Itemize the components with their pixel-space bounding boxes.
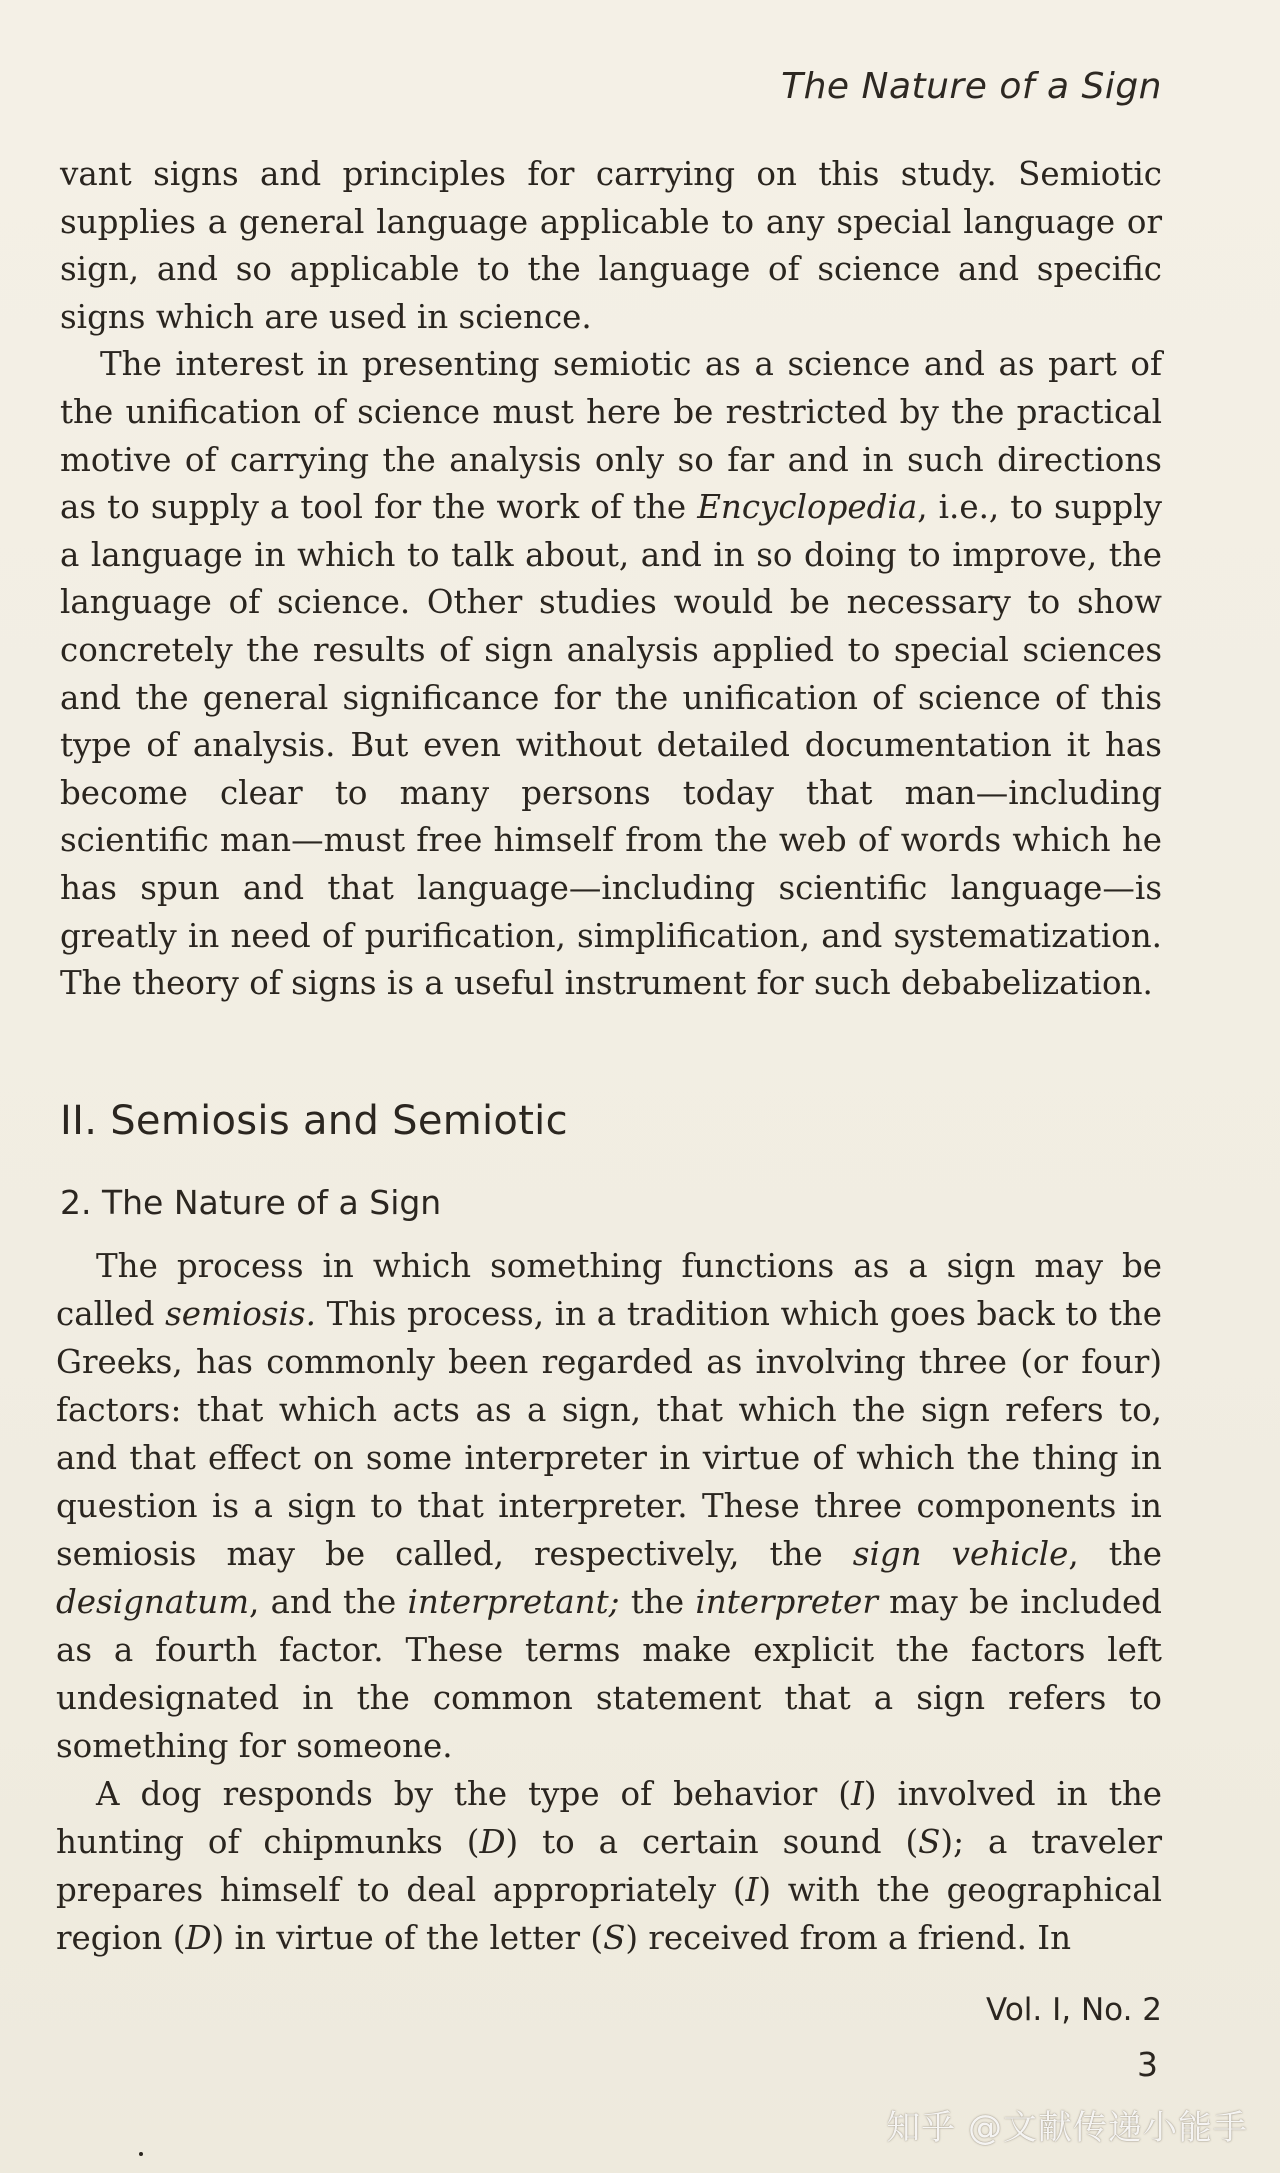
italic-term: Encyclopedia [697,488,918,527]
italic-symbol: S [918,1823,941,1861]
paragraph-2: The interest in presenting semiotic as a science and as part of the unification of science must here be restricted by the practical motive of carrying the analysis only so far and in such directions as to supply a tool for the work of the Encyclopedia, i.e., to supply a language in which to talk about, and in so doing to improve, the language of science. Other studies would be necessary to show concretely the results of sign analysis applied to special sciences and the general significance for the unification of science of this type of analysis. But even without detailed documentation it has become clear to many persons today that man—including scientific man—must free himself from the web of words which he has spun and that language—including scientific language—is greatly in need of purification, simplification, and systematization. The theory of signs is a useful instrument for such debabelization. [60,345,1162,1003]
body-text-block-1 [60,151,1162,1008]
italic-symbol: S [603,1919,626,1957]
paragraph-3: The process in which something functions as a sign may be called semiosis. This process, in a tradition which goes back to the Greeks, has commonly been regarded as involving three (or four) factors: that which acts as a sign, that which the sign refers to, and that effect on some interpreter in virtue of which the thing in question is a sign to that interpreter. These three components in semiosis may be called, respectively, the sign vehicle, the designatum, and the interpretant; the interpreter may be included as a fourth factor. These terms make explicit the factors left undesignated in the common statement that a sign refers to something for someone. [56,1247,1162,1765]
italic-symbol: I [745,1871,759,1909]
subsection-heading: 2. The Nature of a Sign [60,1183,442,1222]
italic-term: interpretant; [407,1583,620,1621]
italic-term: designatum [56,1583,250,1621]
body-text-block-2 [56,1242,1162,1962]
running-head: The Nature of a Sign [781,66,1162,107]
italic-symbol: I [850,1775,864,1813]
page-number: 3 [1137,2045,1158,2084]
paragraph-4: A dog responds by the type of behavior (I) involved in the hunting of chipmunks (D) to a certain sound (S); a traveler prepares himself to deal appropriately (I) with the geographical region (D) in virtue of the letter (S) received from a friend. In [56,1775,1162,1957]
italic-term: semiosis. [165,1295,316,1333]
paragraph-1: vant signs and principles for carrying on this study. Semiotic supplies a general language applicable to any special language or sign, and so applicable to the language of science and specific signs which are used in science. [60,155,1162,336]
footer-volume: Vol. I, No. 2 [986,1992,1162,2028]
watermark: 知乎 @文献传递小能手 [886,2108,1248,2148]
italic-symbol: D [479,1823,506,1861]
italic-term: sign vehicle [852,1535,1069,1573]
section-heading: II. Semiosis and Semiotic [60,1098,568,1144]
italic-symbol: D [185,1919,212,1957]
ink-speck [139,2152,143,2156]
italic-term: interpreter [695,1583,878,1621]
